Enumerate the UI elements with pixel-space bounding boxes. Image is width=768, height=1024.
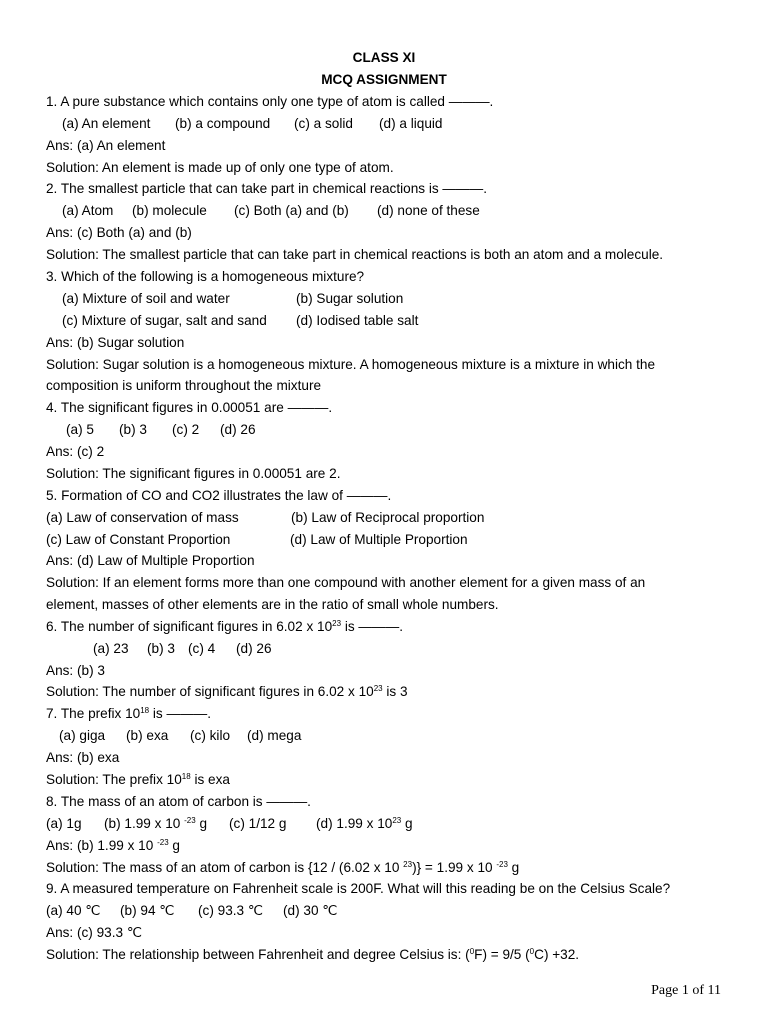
q3-solution-line-1: Solution: Sugar solution is a homogeneous mixture. A homogeneous mixture is a mixture in which the (46, 357, 656, 372)
q2-answer: Ans: (c) Both (a) and (b) (46, 225, 192, 240)
question-6: 6. The number of significant figures in 6.02 x $10^{23}$ is ———. (46, 619, 403, 634)
q5-option-a: (a) Law of conservation of mass (46, 510, 239, 525)
q1-option-d: (d) a liquid (379, 116, 443, 131)
question-3: 3. Which of the following is a homogeneous mixture? (46, 269, 365, 284)
question-1: 1. A pure substance which contains only one type of atom is called ———. (46, 94, 494, 109)
q3-option-d: (d) Iodised table salt (296, 313, 419, 328)
q6-solution: Solution: The number of significant figures in 6.02 x $10^{23}$ is 3 (46, 684, 408, 699)
page-subtitle: MCQ ASSIGNMENT (321, 72, 447, 87)
q8-solution: Solution: The mass of an atom of carbon is {12 / (6.02 x 10 $^{23}$)} = 1.99 x 10 $^{-23}$ g (46, 860, 520, 875)
q8-option-d: (d) 1.99 x $10^{23}$ g (316, 816, 413, 831)
q5-option-d: (d) Law of Multiple Proportion (290, 532, 468, 547)
q5-option-c: (c) Law of Constant Proportion (46, 532, 231, 547)
q9-option-b: (b) 94 ℃ (120, 903, 175, 918)
q5-solution-line-2: element, masses of other elements are in the ratio of small whole numbers. (46, 597, 499, 612)
q4-option-a: (a) 5 (66, 422, 94, 437)
q9-answer: Ans: (c) 93.3 ℃ (46, 925, 143, 940)
q7-answer: Ans: (b) exa (46, 750, 120, 765)
q9-option-d: (d) 30 ℃ (283, 903, 338, 918)
q3-option-c: (c) Mixture of sugar, salt and sand (62, 313, 267, 328)
q6-option-b: (b) 3 (147, 641, 175, 656)
question-4: 4. The significant figures in 0.00051 are ———. (46, 400, 333, 415)
q1-option-b: (b) a compound (175, 116, 271, 131)
q7-option-c: (c) kilo (190, 728, 231, 743)
question-5: 5. Formation of CO and CO2 illustrates the law of ———. (46, 488, 392, 503)
q1-option-c: (c) a solid (294, 116, 353, 131)
q5-option-b: (b) Law of Reciprocal proportion (291, 510, 485, 525)
q2-option-a: (a) Atom (62, 203, 114, 218)
q9-option-a: (a) 40 ℃ (46, 903, 101, 918)
q7-option-a: (a) giga (59, 728, 106, 743)
q6-option-c: (c) 4 (188, 641, 216, 656)
q3-option-a: (a) Mixture of soil and water (62, 291, 230, 306)
q4-option-b: (b) 3 (119, 422, 147, 437)
q4-option-c: (c) 2 (172, 422, 200, 437)
q2-option-d: (d) none of these (377, 203, 480, 218)
q1-option-a: (a) An element (62, 116, 151, 131)
q2-option-c: (c) Both (a) and (b) (234, 203, 349, 218)
q3-solution-line-2: composition is uniform throughout the mixture (46, 378, 322, 393)
q5-answer: Ans: (d) Law of Multiple Proportion (46, 553, 255, 568)
q9-solution: Solution: The relationship between Fahrenheit and degree Celsius is: ($^0$F) = 9/5 ($^0$C) +32. (46, 947, 580, 962)
q8-option-b: (b) 1.99 x 10 $^{-23}$ g (104, 816, 208, 831)
q7-option-d: (d) mega (247, 728, 302, 743)
q8-option-a: (a) 1g (46, 816, 82, 831)
q2-solution: Solution: The smallest particle that can take part in chemical reactions is both an atom and a molecule. (46, 247, 664, 262)
q5-solution-line-1: Solution: If an element forms more than one compound with another element for a given mass of an (46, 575, 646, 590)
page-title: CLASS XI (352, 50, 416, 65)
q3-option-b: (b) Sugar solution (296, 291, 404, 306)
q6-option-d: (d) 26 (236, 641, 272, 656)
question-9: 9. A measured temperature on Fahrenheit scale is 200F. What will this reading be on the Celsius Scale? (46, 881, 671, 896)
q7-option-b: (b) exa (126, 728, 169, 743)
q4-option-d: (d) 26 (220, 422, 256, 437)
q9-option-c: (c) 93.3 ℃ (198, 903, 264, 918)
page-number: Page 1 of 11 (651, 983, 721, 998)
q8-answer: Ans: (b) 1.99 x 10 $^{-23}$ g (46, 838, 180, 853)
question-2: 2. The smallest particle that can take part in chemical reactions is ———. (46, 181, 487, 196)
q3-answer: Ans: (b) Sugar solution (46, 335, 185, 350)
q6-answer: Ans: (b) 3 (46, 663, 105, 678)
q1-answer: Ans: (a) An element (46, 138, 166, 153)
q7-solution: Solution: The prefix $10^{18}$ is exa (46, 772, 230, 787)
q1-solution: Solution: An element is made up of only one type of atom. (46, 160, 394, 175)
question-8: 8. The mass of an atom of carbon is ———. (46, 794, 311, 809)
question-7: 7. The prefix $10^{18}$ is ———. (46, 706, 212, 721)
q4-answer: Ans: (c) 2 (46, 444, 105, 459)
q8-option-c: (c) 1/12 g (229, 816, 287, 831)
q4-solution: Solution: The significant figures in 0.00051 are 2. (46, 466, 341, 481)
q2-option-b: (b) molecule (132, 203, 207, 218)
q6-option-a: (a) 23 (93, 641, 129, 656)
